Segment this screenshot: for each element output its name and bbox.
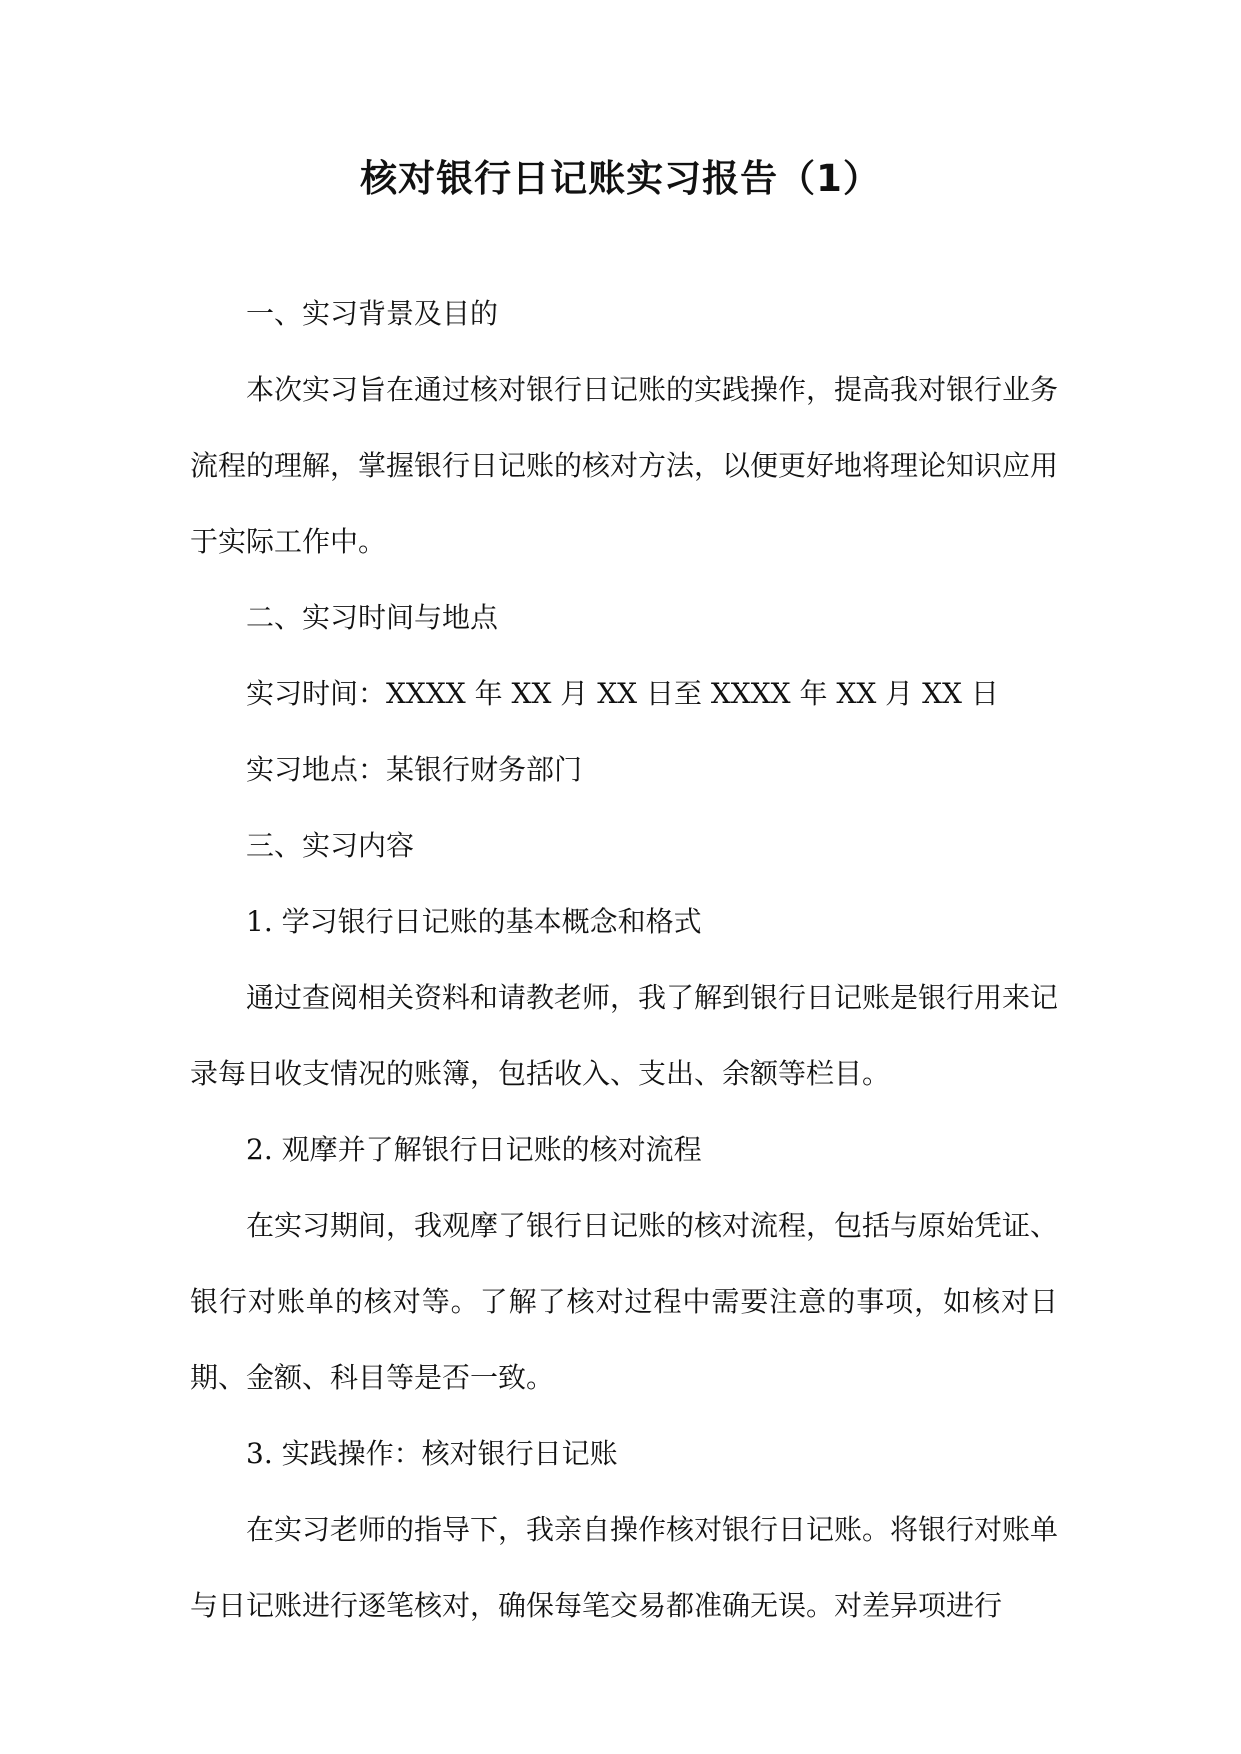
document-title: 核对银行日记账实习报告（1） (360, 157, 881, 200)
paragraph-item-2: 在实习期间，我观摩了银行日记账的核对流程，包括与原始凭证、银行对账单的核对等。了解了核对过程中需要注意的事项，如核对日期、金额、科目等是否一致。 (190, 1209, 1059, 1394)
paragraph-purpose: 本次实习旨在通过核对银行日记账的实践操作，提高我对银行业务流程的理解，掌握银行日记账的核对方法，以便更好地将理论知识应用于实际工作中。 (190, 373, 1059, 558)
paragraph-place: 实习地点：某银行财务部门 (246, 753, 583, 786)
list-item-3-heading: 3. 实践操作：核对银行日记账 (246, 1437, 618, 1470)
list-item-1-heading: 1. 学习银行日记账的基本概念和格式 (246, 905, 702, 938)
section-heading-time-place: 二、实习时间与地点 (246, 601, 499, 634)
paragraph-item-3: 在实习老师的指导下，我亲自操作核对银行日记账。将银行对账单与日记账进行逐笔核对，确保每笔交易都准确无误。对差异项进行 (190, 1513, 1059, 1622)
section-heading-content: 三、实习内容 (246, 829, 415, 862)
document-body (190, 276, 1058, 1644)
section-heading-background: 一、实习背景及目的 (246, 297, 499, 330)
paragraph-item-1: 通过查阅相关资料和请教老师，我了解到银行日记账是银行用来记录每日收支情况的账簿，包括收入、支出、余额等栏目。 (190, 981, 1059, 1090)
list-item-2-heading: 2. 观摩并了解银行日记账的核对流程 (246, 1133, 702, 1166)
paragraph-time: 实习时间：XXXX 年 XX 月 XX 日至 XXXX 年 XX 月 XX 日 (246, 677, 999, 710)
